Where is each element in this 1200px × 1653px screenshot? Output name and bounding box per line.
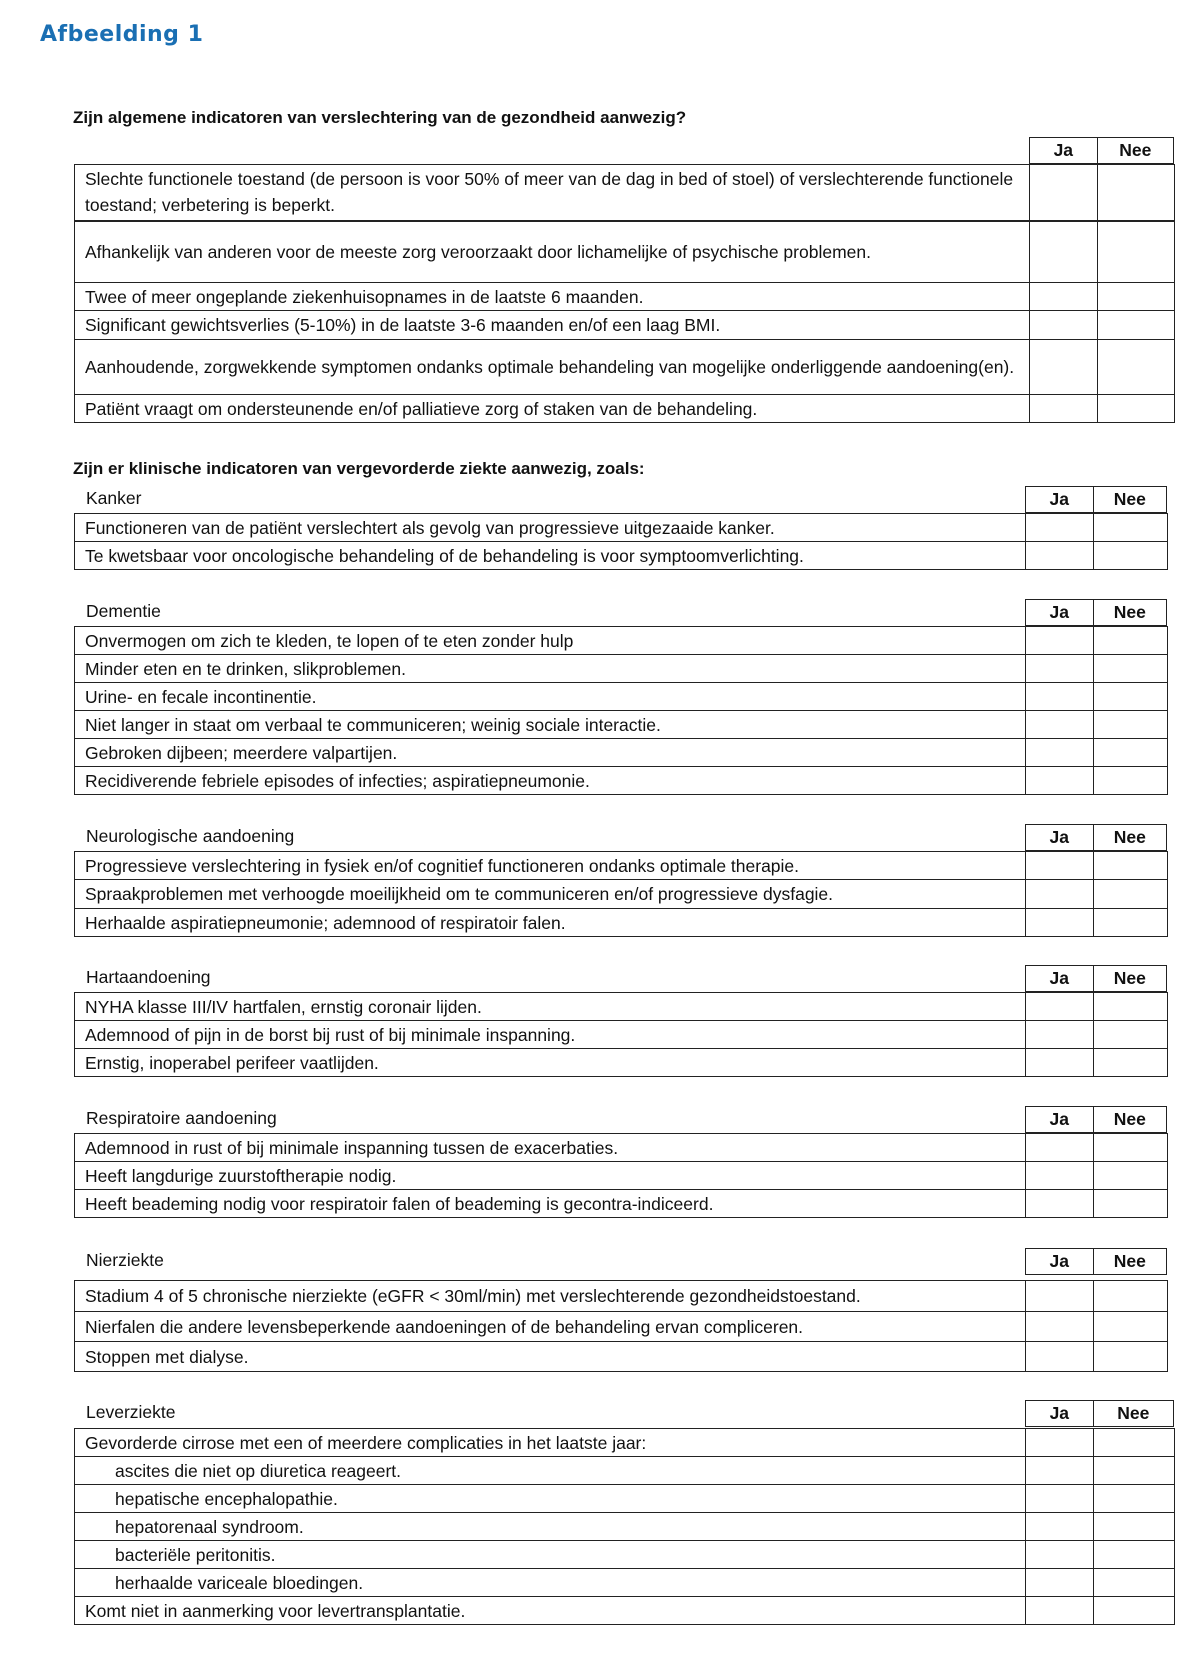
kanker-table — [74, 513, 1168, 570]
general-item: Slechte functionele toestand (de persoon is voor 50% of meer van de dag in bed of stoel) of verslechterende functionele toestand; verbetering is beperkt. — [75, 165, 1030, 221]
checkbox-nee[interactable] — [1098, 221, 1175, 283]
checkbox-nee[interactable] — [1094, 1281, 1168, 1312]
table-row — [75, 514, 1168, 542]
nier-item: Stadium 4 of 5 chronische nierziekte (eGFR < 30ml/min) met verslechterende gezondheidstoestand. — [75, 1281, 1026, 1312]
col-yes: Ja — [1049, 827, 1070, 847]
col-no: Nee — [1093, 1401, 1173, 1426]
checkbox-nee[interactable] — [1094, 1190, 1168, 1218]
col-yes: Ja — [1049, 489, 1070, 509]
checkbox-nee[interactable] — [1094, 909, 1168, 937]
section-heading-respiratoir: Respiratoire aandoening — [86, 1108, 277, 1128]
lever-item: Gevorderde cirrose met een of meerdere complicaties in het laatste jaar: — [75, 1429, 1026, 1457]
checkbox-ja[interactable] — [1030, 283, 1098, 311]
col-no: Nee — [1093, 1107, 1166, 1132]
checkbox-ja[interactable] — [1026, 993, 1094, 1021]
checkbox-nee[interactable] — [1094, 1162, 1168, 1190]
dementie-item: Niet langer in staat om verbaal te communiceren; weinig sociale interactie. — [75, 711, 1026, 739]
section-heading-dementie: Dementie — [86, 601, 161, 621]
table-row — [75, 311, 1175, 340]
table-row — [75, 1429, 1175, 1457]
dementie-item: Gebroken dijbeen; meerdere valpartijen. — [75, 739, 1026, 767]
col-yes: Ja — [1049, 1403, 1070, 1423]
checkbox-ja[interactable] — [1026, 1281, 1094, 1312]
col-yes: Ja — [1049, 602, 1070, 622]
checkbox-ja[interactable] — [1026, 1190, 1094, 1218]
section-heading-neurologie: Neurologische aandoening — [86, 826, 295, 846]
clinical-question: Zijn er klinische indicatoren van vergevorderde ziekte aanwezig, zoals: — [73, 459, 645, 478]
general-item: Afhankelijk van anderen voor de meeste zorg veroorzaakt door lichamelijke of psychische problemen. — [75, 221, 1030, 283]
table-row — [75, 1281, 1168, 1312]
checkbox-ja[interactable] — [1026, 1049, 1094, 1077]
checkbox-nee[interactable] — [1098, 283, 1175, 311]
checkbox-ja[interactable] — [1026, 739, 1094, 767]
table-row — [75, 1162, 1168, 1190]
dementie-item: Recidiverende febriele episodes of infecties; aspiratiepneumonie. — [75, 767, 1026, 795]
col-no: Nee — [1093, 1249, 1166, 1274]
table-row — [75, 683, 1168, 711]
table-row — [75, 1569, 1175, 1597]
checkbox-nee[interactable] — [1094, 1541, 1175, 1569]
dementie-item: Urine- en fecale incontinentie. — [75, 683, 1026, 711]
checkbox-nee[interactable] — [1094, 767, 1168, 795]
resp-column-header — [1025, 1106, 1167, 1133]
hart-item: NYHA klasse III/IV hartfalen, ernstig coronair lijden. — [75, 993, 1026, 1021]
general-item: Significant gewichtsverlies (5-10%) in de laatste 3-6 maanden en/of een laag BMI. — [75, 311, 1030, 340]
checkbox-ja[interactable] — [1026, 683, 1094, 711]
checkbox-ja[interactable] — [1026, 909, 1094, 937]
hart-item: Ernstig, inoperabel perifeer vaatlijden. — [75, 1049, 1026, 1077]
checkbox-ja[interactable] — [1026, 514, 1094, 542]
col-yes: Ja — [1049, 1251, 1070, 1271]
checkbox-nee[interactable] — [1094, 655, 1168, 683]
checkbox-ja[interactable] — [1026, 880, 1094, 909]
resp-item: Heeft langdurige zuurstoftherapie nodig. — [75, 1162, 1026, 1190]
neuro-table — [74, 851, 1168, 937]
section-heading-lever: Leverziekte — [86, 1402, 176, 1422]
general-table — [74, 164, 1175, 423]
dementie-table — [74, 626, 1168, 795]
lever-subitem: herhaalde variceale bloedingen. — [75, 1569, 1026, 1597]
checkbox-ja[interactable] — [1026, 711, 1094, 739]
col-no: Nee — [1093, 825, 1166, 850]
table-row — [75, 221, 1175, 283]
hart-item: Ademnood of pijn in de borst bij rust of bij minimale inspanning. — [75, 1021, 1026, 1049]
table-row — [75, 1457, 1175, 1485]
nier-column-header — [1025, 1248, 1167, 1275]
general-item: Twee of meer ongeplande ziekenhuisopnames in de laatste 6 maanden. — [75, 283, 1030, 311]
checkbox-nee[interactable] — [1094, 1342, 1168, 1372]
checkbox-nee[interactable] — [1094, 514, 1168, 542]
section-heading-nier: Nierziekte — [86, 1250, 164, 1270]
checkbox-ja[interactable] — [1030, 165, 1098, 221]
neuro-item: Herhaalde aspiratiepneumonie; ademnood of respiratoir falen. — [75, 909, 1026, 937]
checkbox-nee[interactable] — [1094, 993, 1168, 1021]
resp-item: Heeft beademing nodig voor respiratoir falen of beademing is gecontra-indiceerd. — [75, 1190, 1026, 1218]
nier-item: Stoppen met dialyse. — [75, 1342, 1026, 1372]
hart-table — [74, 992, 1168, 1077]
table-row — [75, 852, 1168, 880]
table-row — [75, 1513, 1175, 1541]
col-yes: Ja — [1049, 968, 1070, 988]
table-row — [75, 909, 1168, 937]
table-row — [75, 283, 1175, 311]
table-row — [75, 1190, 1168, 1218]
nier-item: Nierfalen die andere levensbeperkende aandoeningen of de behandeling ervan compliceren. — [75, 1312, 1026, 1342]
checkbox-nee[interactable] — [1094, 1021, 1168, 1049]
checkbox-nee[interactable] — [1094, 542, 1168, 570]
table-row — [75, 165, 1175, 221]
checkbox-nee[interactable] — [1094, 711, 1168, 739]
table-row — [75, 880, 1168, 909]
checkbox-nee[interactable] — [1094, 1513, 1175, 1541]
checkbox-ja[interactable] — [1026, 1021, 1094, 1049]
checkbox-nee[interactable] — [1094, 683, 1168, 711]
col-no: Nee — [1093, 487, 1166, 512]
checkbox-nee[interactable] — [1094, 1597, 1175, 1625]
checkbox-ja[interactable] — [1026, 1457, 1094, 1485]
nier-table — [74, 1280, 1168, 1372]
section-heading-kanker: Kanker — [86, 488, 142, 508]
checkbox-nee[interactable] — [1094, 1049, 1168, 1077]
checkbox-ja[interactable] — [1026, 655, 1094, 683]
table-row — [75, 1485, 1175, 1513]
checkbox-nee[interactable] — [1094, 852, 1168, 880]
checkbox-nee[interactable] — [1094, 1457, 1175, 1485]
table-row — [75, 1541, 1175, 1569]
table-row — [75, 993, 1168, 1021]
checkbox-ja[interactable] — [1026, 1513, 1094, 1541]
checkbox-ja[interactable] — [1026, 1597, 1094, 1625]
col-no: Nee — [1093, 966, 1166, 991]
checkbox-ja[interactable] — [1026, 1312, 1094, 1342]
table-row — [75, 1021, 1168, 1049]
lever-subitem: hepatorenaal syndroom. — [75, 1513, 1026, 1541]
lever-column-header — [1025, 1400, 1174, 1427]
neuro-item: Progressieve verslechtering in fysiek en/of cognitief functioneren ondanks optimale therapie. — [75, 852, 1026, 880]
checkbox-nee[interactable] — [1094, 1569, 1175, 1597]
checkbox-ja[interactable] — [1030, 311, 1098, 340]
kanker-item: Te kwetsbaar voor oncologische behandeling of de behandeling is voor symptoomverlichting. — [75, 542, 1026, 570]
checkbox-nee[interactable] — [1094, 739, 1168, 767]
table-row — [75, 395, 1175, 423]
table-row — [75, 655, 1168, 683]
checkbox-ja[interactable] — [1026, 1162, 1094, 1190]
checkbox-nee[interactable] — [1094, 880, 1168, 909]
checkbox-nee[interactable] — [1098, 340, 1175, 395]
checkbox-ja[interactable] — [1030, 340, 1098, 395]
table-row — [75, 1134, 1168, 1162]
checkbox-ja[interactable] — [1026, 767, 1094, 795]
checkbox-ja[interactable] — [1026, 542, 1094, 570]
lever-subitem: bacteriële peritonitis. — [75, 1541, 1026, 1569]
kanker-item: Functioneren van de patiënt verslechtert als gevolg van progressieve uitgezaaide kanker. — [75, 514, 1026, 542]
lever-item: Komt niet in aanmerking voor levertransplantatie. — [75, 1597, 1026, 1625]
checkbox-ja[interactable] — [1030, 221, 1098, 283]
checkbox-ja[interactable] — [1026, 1134, 1094, 1162]
col-yes: Ja — [1049, 1109, 1070, 1129]
checkbox-ja[interactable] — [1026, 1342, 1094, 1372]
general-item: Patiënt vraagt om ondersteunende en/of palliatieve zorg of staken van de behandeling. — [75, 395, 1030, 423]
kanker-column-header — [1025, 486, 1167, 513]
section-heading-hart: Hartaandoening — [86, 967, 211, 987]
col-yes: Ja — [1053, 140, 1074, 160]
checkbox-ja[interactable] — [1026, 852, 1094, 880]
hart-column-header — [1025, 965, 1167, 992]
table-row — [75, 340, 1175, 395]
col-no: Nee — [1093, 600, 1166, 625]
checkbox-ja[interactable] — [1026, 1429, 1094, 1457]
lever-subitem: ascites die niet op diuretica reageert. — [75, 1457, 1026, 1485]
table-row — [75, 1597, 1175, 1625]
checkbox-ja[interactable] — [1026, 627, 1094, 655]
lever-subitem: hepatische encephalopathie. — [75, 1485, 1026, 1513]
table-row — [75, 627, 1168, 655]
table-row — [75, 711, 1168, 739]
checkbox-ja[interactable] — [1030, 395, 1098, 423]
dementie-column-header — [1025, 599, 1167, 626]
table-row — [75, 1342, 1168, 1372]
table-row — [75, 542, 1168, 570]
checkbox-nee[interactable] — [1098, 395, 1175, 423]
col-no: Nee — [1097, 138, 1173, 163]
lever-table — [74, 1428, 1175, 1625]
checkbox-nee[interactable] — [1094, 627, 1168, 655]
table-row — [75, 767, 1168, 795]
checkbox-nee[interactable] — [1098, 165, 1175, 221]
checkbox-ja[interactable] — [1026, 1569, 1094, 1597]
page-title: Afbeelding 1 — [40, 22, 204, 47]
general-column-header — [1029, 137, 1174, 164]
checkbox-ja[interactable] — [1026, 1485, 1094, 1513]
checkbox-nee[interactable] — [1094, 1485, 1175, 1513]
table-row — [75, 739, 1168, 767]
general-item: Aanhoudende, zorgwekkende symptomen ondanks optimale behandeling van mogelijke onderliggende aandoening(en). — [75, 340, 1030, 395]
neuro-item: Spraakproblemen met verhoogde moeilijkheid om te communiceren en/of progressieve dysfagie. — [75, 880, 1026, 909]
checkbox-nee[interactable] — [1098, 311, 1175, 340]
table-row — [75, 1049, 1168, 1077]
checkbox-nee[interactable] — [1094, 1134, 1168, 1162]
dementie-item: Onvermogen om zich te kleden, te lopen of te eten zonder hulp — [75, 627, 1026, 655]
checkbox-nee[interactable] — [1094, 1312, 1168, 1342]
resp-table — [74, 1133, 1168, 1218]
resp-item: Ademnood in rust of bij minimale inspanning tussen de exacerbaties. — [75, 1134, 1026, 1162]
dementie-item: Minder eten en te drinken, slikproblemen. — [75, 655, 1026, 683]
neuro-column-header — [1025, 824, 1167, 851]
checkbox-ja[interactable] — [1026, 1541, 1094, 1569]
general-question: Zijn algemene indicatoren van verslechtering van de gezondheid aanwezig? — [73, 108, 687, 127]
table-row — [75, 1312, 1168, 1342]
checkbox-nee[interactable] — [1094, 1429, 1175, 1457]
